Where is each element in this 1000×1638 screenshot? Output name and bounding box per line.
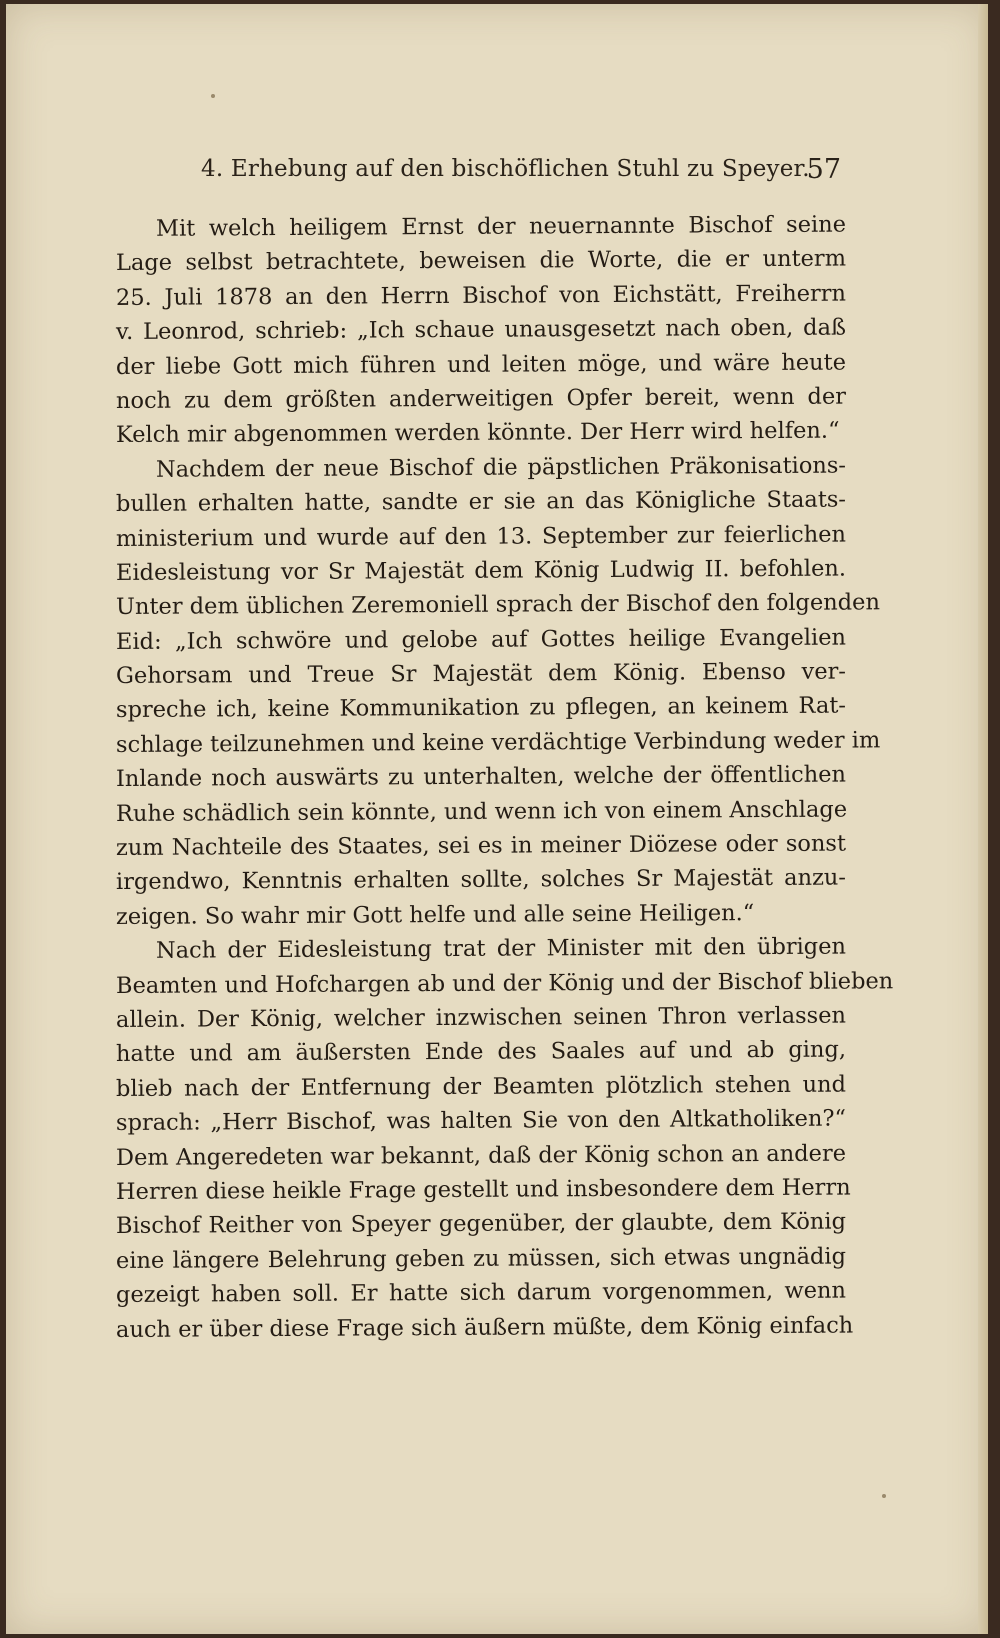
text-line: Nachdem der neue Bischof die päpstlichen Präkonisations- bbox=[155, 452, 847, 483]
running-head bbox=[201, 154, 841, 188]
text-line: blieb nach der Entfernung der Beamten plötzlich stehen und bbox=[115, 1071, 847, 1102]
text-line: v. Leonrod, schrieb: „Ich schaue unausgesetzt nach oben, daß bbox=[115, 314, 847, 346]
text-line: hatte und am äußersten Ende des Saales auf und ab ging, bbox=[115, 1036, 847, 1068]
text-line: noch zu dem größten anderweitigen Opfer bereit, wenn der bbox=[115, 383, 847, 414]
paper-speck bbox=[882, 1494, 886, 1498]
book-page bbox=[6, 4, 988, 1634]
paper-speck bbox=[211, 94, 215, 98]
page-number: 57 bbox=[806, 154, 841, 185]
text-line: sprach: „Herr Bischof, was halten Sie von den Altkatholiken?“ bbox=[115, 1105, 847, 1137]
text-line: eine längere Belehrung geben zu müssen, sich etwas ungnädig bbox=[115, 1243, 847, 1274]
text-line: Kelch mir abgenommen werden könnte. Der Herr wird helfen.“ bbox=[115, 417, 840, 449]
text-line: schlage teilzunehmen und keine verdächtige Verbindung weder im bbox=[115, 727, 881, 758]
running-title: 4. Erhebung auf den bischöflichen Stuhl zu Speyer. bbox=[201, 156, 810, 182]
text-line: Unter dem üblichen Zeremoniell sprach der Bischof den folgenden bbox=[115, 589, 881, 621]
text-line: zeigen. So wahr mir Gott helfe und alle seine Heiligen.“ bbox=[115, 899, 755, 930]
text-line: Inlande noch auswärts zu unterhalten, welche der öffentlichen bbox=[115, 761, 847, 793]
text-line: Mit welch heiligem Ernst der neuernannte Bischof seine bbox=[155, 211, 847, 242]
text-line: Beamten und Hofchargen ab und der König und der Bischof blieben bbox=[115, 967, 894, 999]
body-text bbox=[115, 211, 894, 1347]
text-line: Eidesleistung vor Sr Majestät dem König Ludwig II. befohlen. bbox=[115, 555, 847, 586]
page-edge bbox=[978, 4, 988, 1634]
text-line: ministerium und wurde auf den 13. September zur feierlichen bbox=[115, 521, 847, 552]
text-line: gezeigt haben soll. Er hatte sich darum vorgenommen, wenn bbox=[115, 1277, 847, 1309]
text-line: Eid: „Ich schwöre und gelobe auf Gottes heilige Evangelien bbox=[115, 624, 847, 655]
text-line: Nach der Eidesleistung trat der Minister mit den übrigen bbox=[155, 933, 847, 964]
text-line: Gehorsam und Treue Sr Majestät dem König. Ebenso ver- bbox=[115, 658, 847, 690]
text-line: der liebe Gott mich führen und leiten möge, und wäre heute bbox=[115, 349, 847, 380]
text-line: irgendwo, Kenntnis erhalten sollte, solches Sr Majestät anzu- bbox=[115, 864, 847, 896]
text-line: spreche ich, keine Kommunikation zu pflegen, an keinem Rat- bbox=[115, 693, 847, 724]
text-line: Ruhe schädlich sein könnte, und wenn ich von einem Anschlage bbox=[115, 796, 848, 827]
text-line: 25. Juli 1878 an den Herrn Bischof von Eichstätt, Freiherrn bbox=[115, 280, 847, 311]
text-line: Dem Angeredeten war bekannt, daß der König schon an andere bbox=[115, 1140, 847, 1171]
text-line: Bischof Reither von Speyer gegenüber, der glaubte, dem König bbox=[115, 1208, 847, 1240]
text-line: bullen erhalten hatte, sandte er sie an das Königliche Staats- bbox=[115, 486, 847, 518]
text-line: allein. Der König, welcher inzwischen seinen Thron verlassen bbox=[115, 1002, 847, 1033]
text-line: Herren diese heikle Frage gestellt und insbesondere dem Herrn bbox=[115, 1174, 851, 1205]
text-line: zum Nachteile des Staates, sei es in meiner Diözese oder sonst bbox=[115, 830, 847, 862]
text-line: auch er über diese Frage sich äußern müßte, dem König einfach bbox=[115, 1311, 854, 1343]
text-line: Lage selbst betrachtete, beweisen die Worte, die er unterm bbox=[115, 245, 847, 277]
